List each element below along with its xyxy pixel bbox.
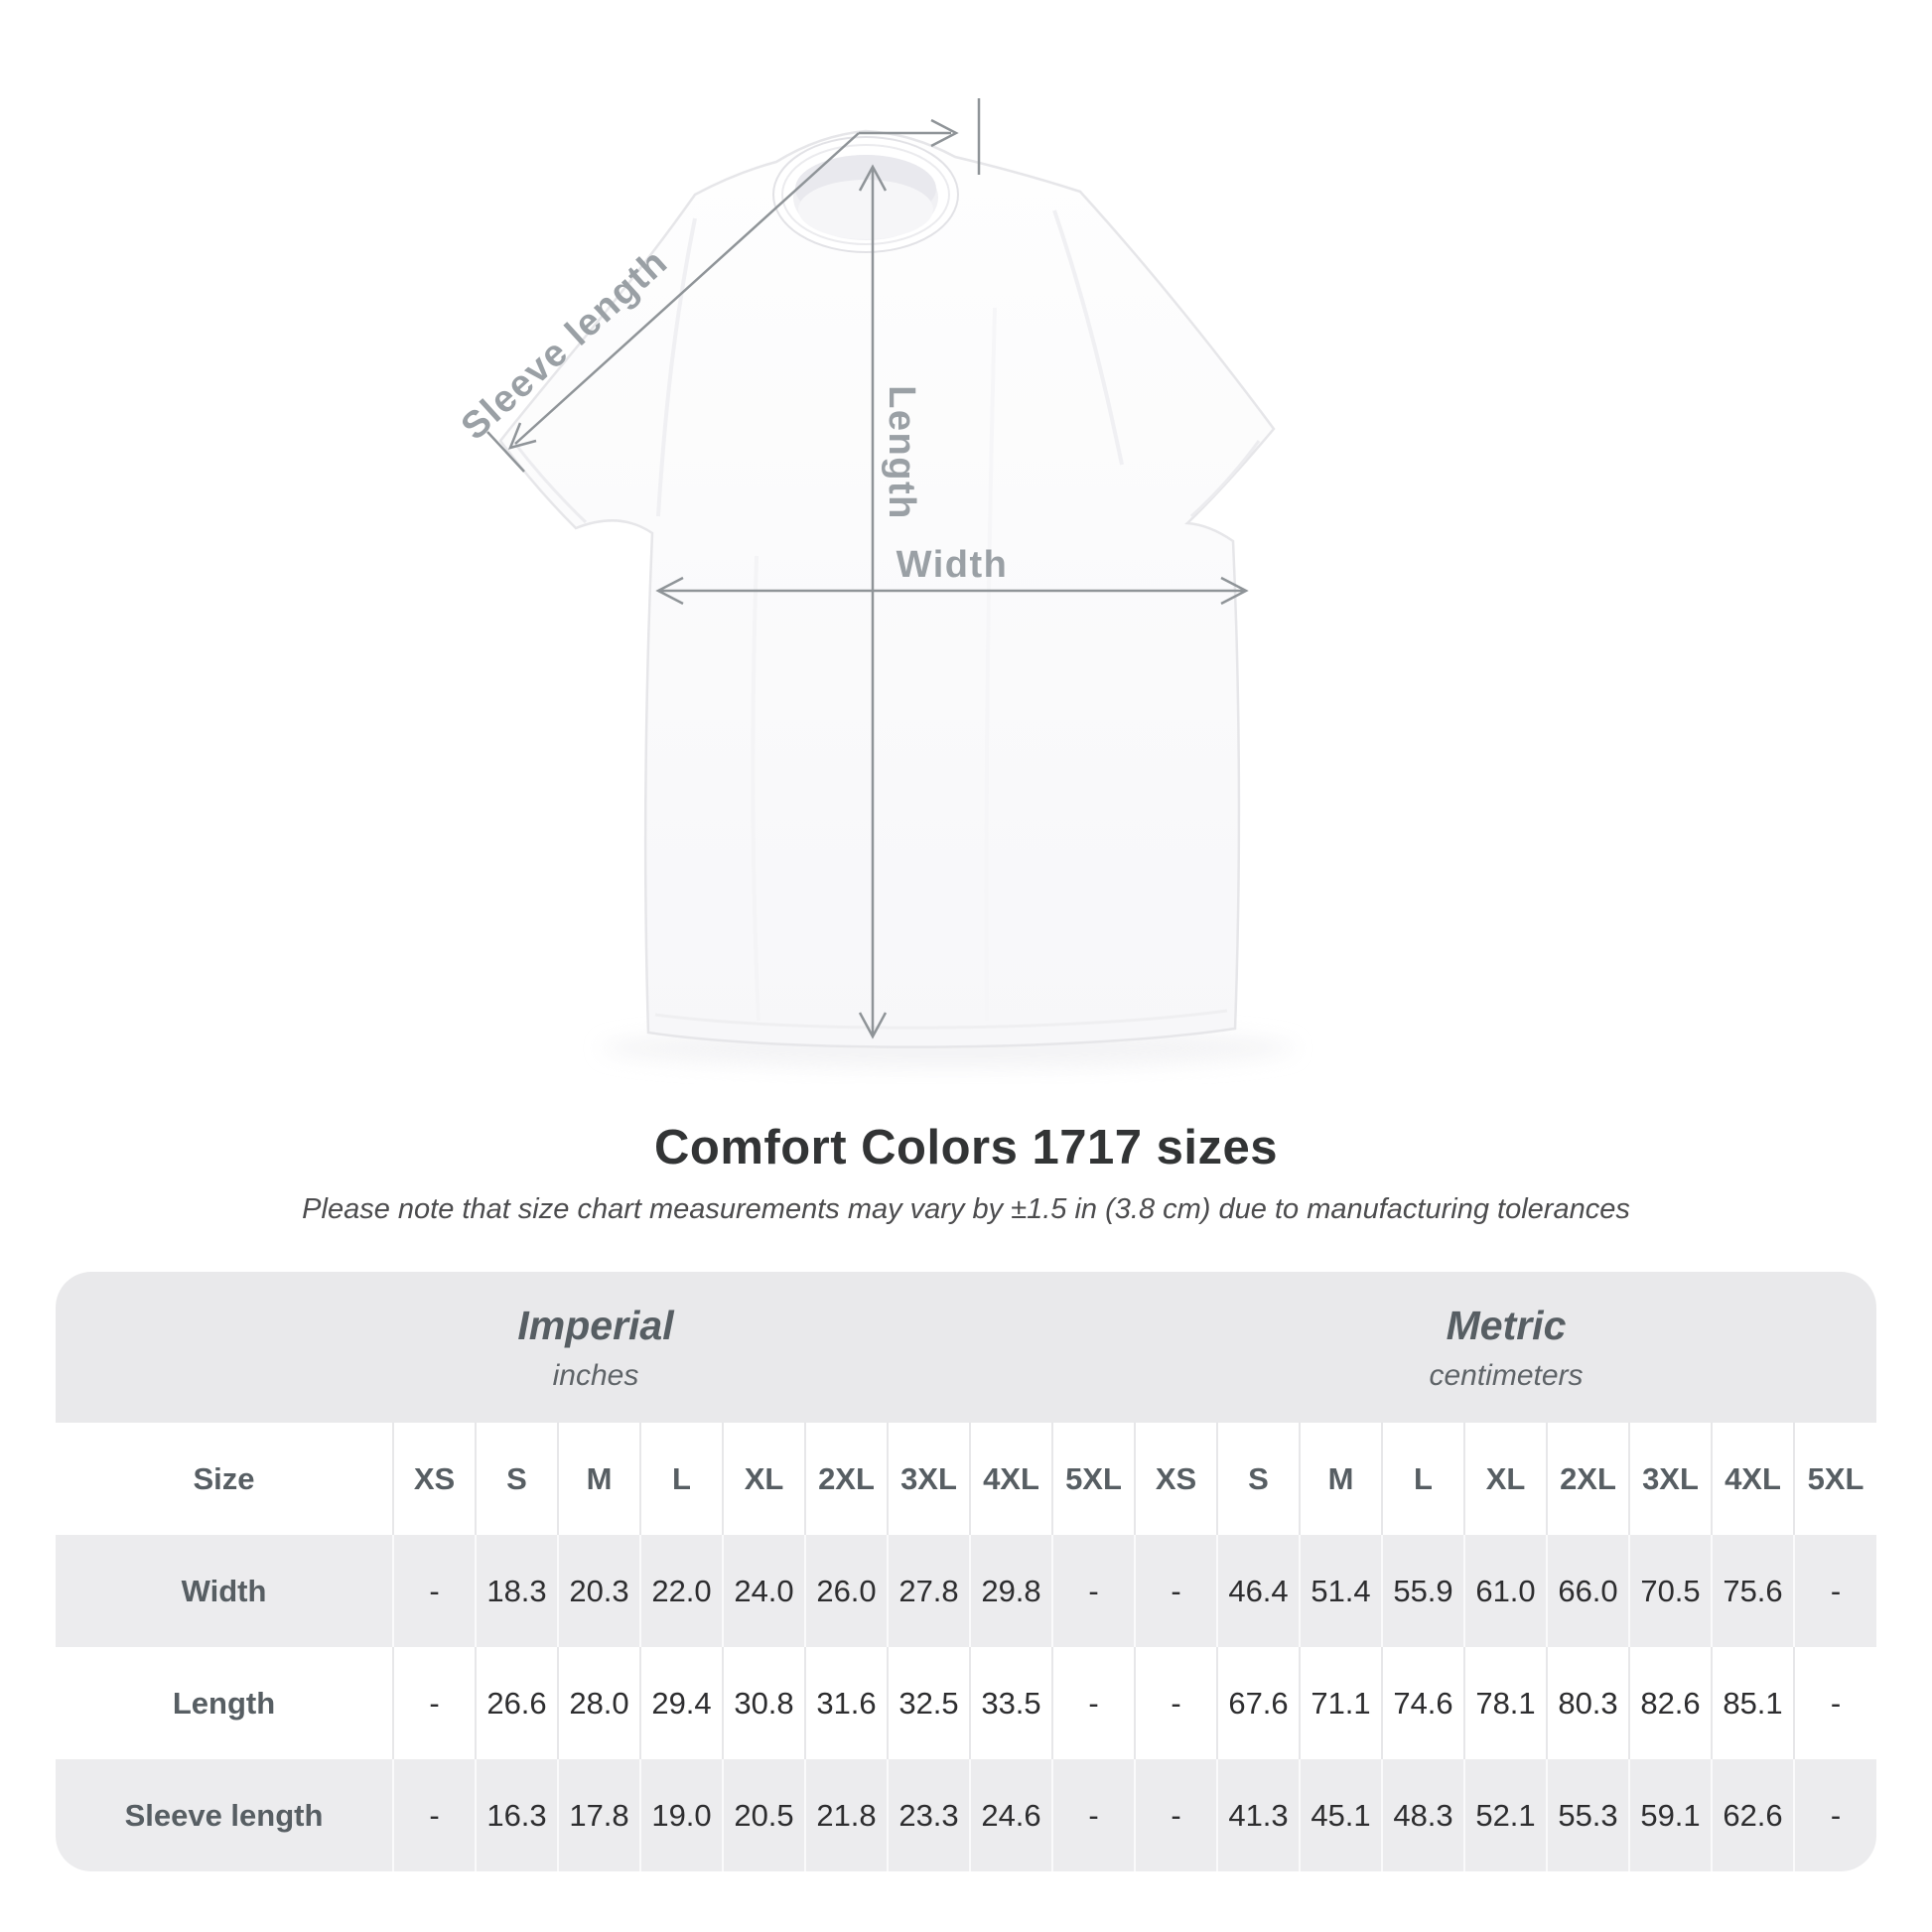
table-row (56, 1535, 1876, 1647)
sleeve-length-label: Sleeve length (453, 240, 677, 449)
value-cell: 21.8 (805, 1759, 888, 1871)
imperial-heading: Imperial (517, 1302, 674, 1348)
size-table-head (56, 1423, 1876, 1535)
value-cell: 78.1 (1464, 1647, 1547, 1759)
value-cell: 51.4 (1300, 1535, 1382, 1647)
value-cell: 46.4 (1217, 1535, 1300, 1647)
row-label: Length (172, 1685, 276, 1721)
size-header-imperial-m: M (558, 1423, 640, 1535)
value-cell: 17.8 (558, 1759, 640, 1871)
size-header-metric-5xl: 5XL (1794, 1423, 1876, 1535)
value-cell: - (393, 1535, 476, 1647)
unit-header-band (56, 1272, 1876, 1423)
value-cell: 41.3 (1217, 1759, 1300, 1871)
page-title: Comfort Colors 1717 sizes (654, 1121, 1278, 1174)
value-cell: 55.9 (1382, 1535, 1464, 1647)
value-cell: 80.3 (1547, 1647, 1629, 1759)
size-column-heading: Size (193, 1460, 255, 1496)
value-cell: 27.8 (888, 1535, 970, 1647)
size-header-metric-s: S (1217, 1423, 1300, 1535)
metric-header-group (1136, 1272, 1876, 1423)
value-cell: 24.0 (723, 1535, 805, 1647)
value-cell: 82.6 (1629, 1647, 1712, 1759)
metric-heading: Metric (1446, 1302, 1567, 1348)
value-cell: 70.5 (1629, 1535, 1712, 1647)
table-row (56, 1647, 1876, 1759)
value-cell: - (1135, 1759, 1217, 1871)
value-cell: 22.0 (640, 1535, 723, 1647)
value-cell: - (393, 1647, 476, 1759)
value-cell: 48.3 (1382, 1759, 1464, 1871)
size-header-row (56, 1423, 1876, 1535)
value-cell: - (1052, 1647, 1135, 1759)
size-header-metric-3xl: 3XL (1629, 1423, 1712, 1535)
value-cell: 45.1 (1300, 1759, 1382, 1871)
value-cell: 20.5 (723, 1759, 805, 1871)
value-cell: 62.6 (1712, 1759, 1794, 1871)
imperial-unit-label: inches (552, 1358, 639, 1392)
value-cell: 19.0 (640, 1759, 723, 1871)
size-header-imperial-4xl: 4XL (970, 1423, 1052, 1535)
value-cell: 33.5 (970, 1647, 1052, 1759)
value-cell: - (1135, 1647, 1217, 1759)
value-cell: 31.6 (805, 1647, 888, 1759)
value-cell: 71.1 (1300, 1647, 1382, 1759)
size-table (56, 1423, 1876, 1871)
value-cell: 52.1 (1464, 1759, 1547, 1871)
value-cell: 30.8 (723, 1647, 805, 1759)
imperial-header-group (56, 1272, 1136, 1423)
row-label: Width (181, 1573, 267, 1608)
value-cell: - (1794, 1535, 1876, 1647)
size-header-metric-xl: XL (1464, 1423, 1547, 1535)
size-header-imperial-l: L (640, 1423, 723, 1535)
size-header-imperial-5xl: 5XL (1052, 1423, 1135, 1535)
value-cell: 55.3 (1547, 1759, 1629, 1871)
length-label: Length (881, 385, 922, 520)
value-cell: 61.0 (1464, 1535, 1547, 1647)
value-cell: 28.0 (558, 1647, 640, 1759)
size-header-metric-m: M (1300, 1423, 1382, 1535)
size-header-imperial-2xl: 2XL (805, 1423, 888, 1535)
value-cell: 26.0 (805, 1535, 888, 1647)
size-header-metric-l: L (1382, 1423, 1464, 1535)
size-table-card (56, 1272, 1876, 1871)
value-cell: 67.6 (1217, 1647, 1300, 1759)
value-cell: 18.3 (476, 1535, 558, 1647)
value-cell: 16.3 (476, 1759, 558, 1871)
value-cell: 59.1 (1629, 1759, 1712, 1871)
value-cell: - (1794, 1647, 1876, 1759)
value-cell: 29.4 (640, 1647, 723, 1759)
table-row (56, 1759, 1876, 1871)
value-cell: 85.1 (1712, 1647, 1794, 1759)
value-cell: - (1052, 1535, 1135, 1647)
value-cell: 32.5 (888, 1647, 970, 1759)
width-label: Width (896, 544, 1009, 586)
size-header-imperial-s: S (476, 1423, 558, 1535)
value-cell: - (1794, 1759, 1876, 1871)
metric-unit-label: centimeters (1429, 1358, 1584, 1392)
value-cell: - (393, 1759, 476, 1871)
page-subtitle: Please note that size chart measurements may vary by ±1.5 in (3.8 cm) due to manufacturing tolerances (302, 1193, 1630, 1225)
value-cell: 66.0 (1547, 1535, 1629, 1647)
value-cell: 29.8 (970, 1535, 1052, 1647)
value-cell: - (1135, 1535, 1217, 1647)
value-cell: 24.6 (970, 1759, 1052, 1871)
size-header-metric-2xl: 2XL (1547, 1423, 1629, 1535)
size-table-body (56, 1535, 1876, 1871)
row-label: Sleeve length (124, 1797, 324, 1833)
size-header-imperial-xs: XS (393, 1423, 476, 1535)
size-header-metric-4xl: 4XL (1712, 1423, 1794, 1535)
value-cell: 26.6 (476, 1647, 558, 1759)
value-cell: 23.3 (888, 1759, 970, 1871)
value-cell: - (1052, 1759, 1135, 1871)
value-cell: 20.3 (558, 1535, 640, 1647)
value-cell: 75.6 (1712, 1535, 1794, 1647)
size-header-imperial-xl: XL (723, 1423, 805, 1535)
size-header-imperial-3xl: 3XL (888, 1423, 970, 1535)
value-cell: 74.6 (1382, 1647, 1464, 1759)
size-header-metric-xs: XS (1135, 1423, 1217, 1535)
